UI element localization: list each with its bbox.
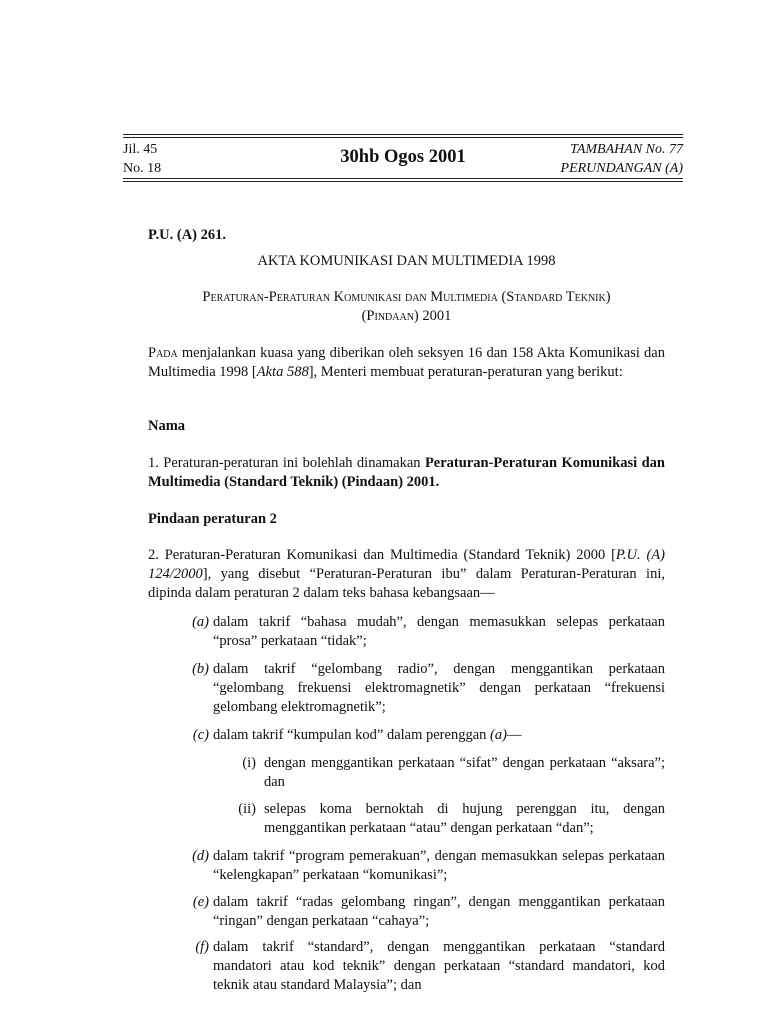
header-rule — [123, 137, 683, 138]
regulation-title-line: (Pindaan) 2001 — [361, 308, 452, 324]
list-item — [148, 613, 665, 651]
list-item — [148, 660, 665, 717]
list-item — [148, 893, 665, 931]
sub-item-label: (i) — [242, 755, 256, 771]
section-heading: Pindaan peraturan 2 — [148, 511, 277, 527]
sub-item-text: dengan menggantikan perkataan “sifat” dengan perkataan “aksara”; dan — [264, 755, 665, 790]
item-text: dalam takrif “standard”, dengan menggantikan perkataan “standard mandatori atau kod teknik” dengan perkataan “standard mandatori, kod teknik atau standard Malaysia”; dan — [213, 939, 665, 993]
sub-item — [148, 800, 665, 838]
item-text: dalam takrif “gelombang radio”, dengan menggantikan perkataan “gelombang frekuensi elektromagnetik” dengan perkataan “frekuensi gelombang elektromagnetik”; — [213, 661, 665, 715]
list-item — [148, 847, 665, 885]
legislation-type: PERUNDANGAN (A) — [560, 161, 683, 176]
item-label: (e) — [192, 894, 209, 910]
preamble-first-word: Pada — [148, 345, 178, 361]
item-label: (b) — [192, 661, 209, 677]
supplement-info — [561, 140, 683, 178]
item-label: (d) — [192, 848, 209, 864]
act-reference: Akta 588 — [256, 364, 309, 380]
sub-item-label: (ii) — [238, 801, 256, 817]
list-item — [148, 726, 665, 745]
issue-number: No. 18 — [123, 161, 162, 176]
header-rule — [123, 181, 683, 182]
pu-number: P.U. (A) 261. — [148, 227, 227, 243]
act-title: AKTA KOMUNIKASI DAN MULTIMEDIA 1998 — [257, 253, 556, 269]
item-text: dalam takrif “bahasa mudah”, dengan memasukkan selepas perkataan “prosa” perkataan “tidak”; — [213, 614, 665, 649]
section-1: 1. Peraturan-peraturan ini bolehlah dinamakan Peraturan-Peraturan Komunikasi dan Multimedia (Standard Teknik) (Pindaan) 2001. — [148, 455, 665, 490]
header-rule — [123, 134, 683, 135]
item-text: dalam takrif “kumpulan kod” dalam perenggan (a)— — [213, 727, 522, 743]
citation-name: Peraturan-Peraturan Komunikasi dan Multimedia (Standard Teknik) (Pindaan) 2001. — [148, 455, 665, 490]
section-heading: Nama — [148, 418, 186, 434]
volume-number: Jil. 45 — [123, 142, 158, 157]
item-label: (a) — [192, 614, 209, 630]
gazette-header — [123, 134, 683, 184]
section-2: 2. Peraturan-Peraturan Komunikasi dan Multimedia (Standard Teknik) 2000 [P.U. (A) 124/2000], yang disebut “Peraturan-Peraturan ibu” dalam Peraturan-Peraturan ini, dipinda dalam peraturan 2 dalam teks bahasa kebangsaan— — [148, 547, 665, 601]
preamble: Pada menjalankan kuasa yang diberikan oleh seksyen 16 dan 158 Akta Komunikasi dan Multimedia 1998 [Akta 588], Menteri membuat peraturan-peraturan yang berikut: — [148, 345, 665, 380]
sub-item-text: selepas koma bernoktah di hujung perenggan itu, dengan menggantikan perkataan “atau” dengan perkataan “dan”; — [264, 801, 665, 836]
item-text: dalam takrif “radas gelombang ringan”, dengan menggantikan perkataan “ringan” dengan perkataan “cahaya”; — [213, 894, 665, 929]
item-label: (f) — [195, 939, 209, 955]
supplement-number: TAMBAHAN No. 77 — [570, 142, 683, 157]
item-text: dalam takrif “program pemerakuan”, dengan memasukkan selepas perkataan “kelengkapan” perkataan “komunikasi”; — [213, 848, 665, 883]
regulation-title-line: Peraturan-Peraturan Komunikasi dan Multimedia (Standard Teknik) — [202, 289, 611, 305]
publication-date: 30hb Ogos 2001 — [340, 147, 466, 167]
pu-reference: P.U. (A) 124/2000 — [148, 547, 665, 582]
header-rule — [123, 178, 683, 179]
sub-item — [148, 754, 665, 792]
item-label: (c) — [192, 727, 209, 743]
regulation-title — [148, 288, 665, 326]
list-item — [148, 938, 665, 995]
